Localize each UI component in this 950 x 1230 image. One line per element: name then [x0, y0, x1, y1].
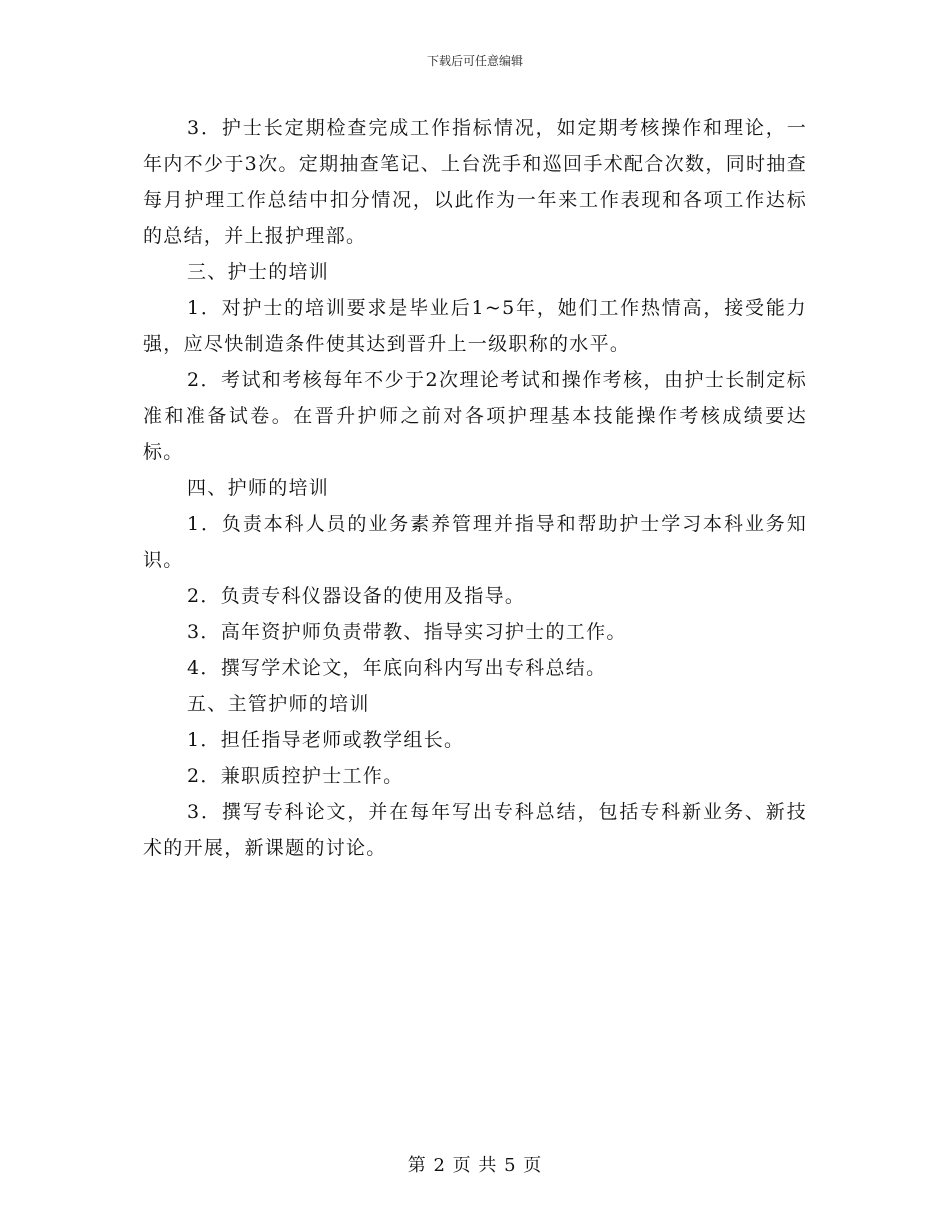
page-number: [0, 1154, 950, 1178]
page-number-label: 第 2 页 共 5 页: [407, 1155, 543, 1176]
paragraph-senior-nurse-item-1: 1．负责本科人员的业务素养管理并指导和帮助护士学习本科业务知识。: [143, 513, 807, 571]
paragraph-senior-nurse-item-4: 4．撰写学术论文，年底向科内写出专科总结。: [187, 657, 607, 679]
paragraph-head-nurse-inspection: 3．护士长定期检查完成工作指标情况，如定期考核操作和理论，一年内不少于3次。定期抽查笔记、上台洗手和巡回手术配合次数，同时抽查每月护理工作总结中扣分情况，以此作为一年来工作表现和各项工作达标的总结，并上报护理部。: [143, 117, 807, 247]
section-heading-charge-nurse-training: 五、主管护师的培训: [187, 693, 370, 715]
document-body: [143, 110, 807, 866]
paragraph-charge-nurse-item-2: 2．兼职质控护士工作。: [187, 765, 404, 787]
paragraph-senior-nurse-item-3: 3．高年资护师负责带教、指导实习护士的工作。: [187, 621, 627, 643]
paragraph-nurse-exam-assessment: 2．考试和考核每年不少于2次理论考试和操作考核，由护士长制定标准和准备试卷。在晋升护师之前对各项护理基本技能操作考核成绩要达标。: [143, 369, 807, 463]
page-header-note: 下载后可任意编辑: [426, 54, 523, 68]
section-heading-senior-nurse-training: 四、护师的培训: [187, 477, 330, 499]
section-heading-nurse-training: 三、护士的培训: [187, 261, 330, 283]
paragraph-charge-nurse-item-3: 3．撰写专科论文，并在每年写出专科总结，包括专科新业务、新技术的开展，新课题的讨论。: [143, 801, 807, 859]
paragraph-senior-nurse-item-2: 2．负责专科仪器设备的使用及指导。: [187, 585, 526, 607]
paragraph-charge-nurse-item-1: 1．担任指导老师或教学组长。: [187, 729, 465, 751]
paragraph-nurse-training-requirement: 1．对护士的培训要求是毕业后1~5年，她们工作热情高，接受能力强，应尽快制造条件使其达到晋升上一级职称的水平。: [143, 297, 807, 355]
